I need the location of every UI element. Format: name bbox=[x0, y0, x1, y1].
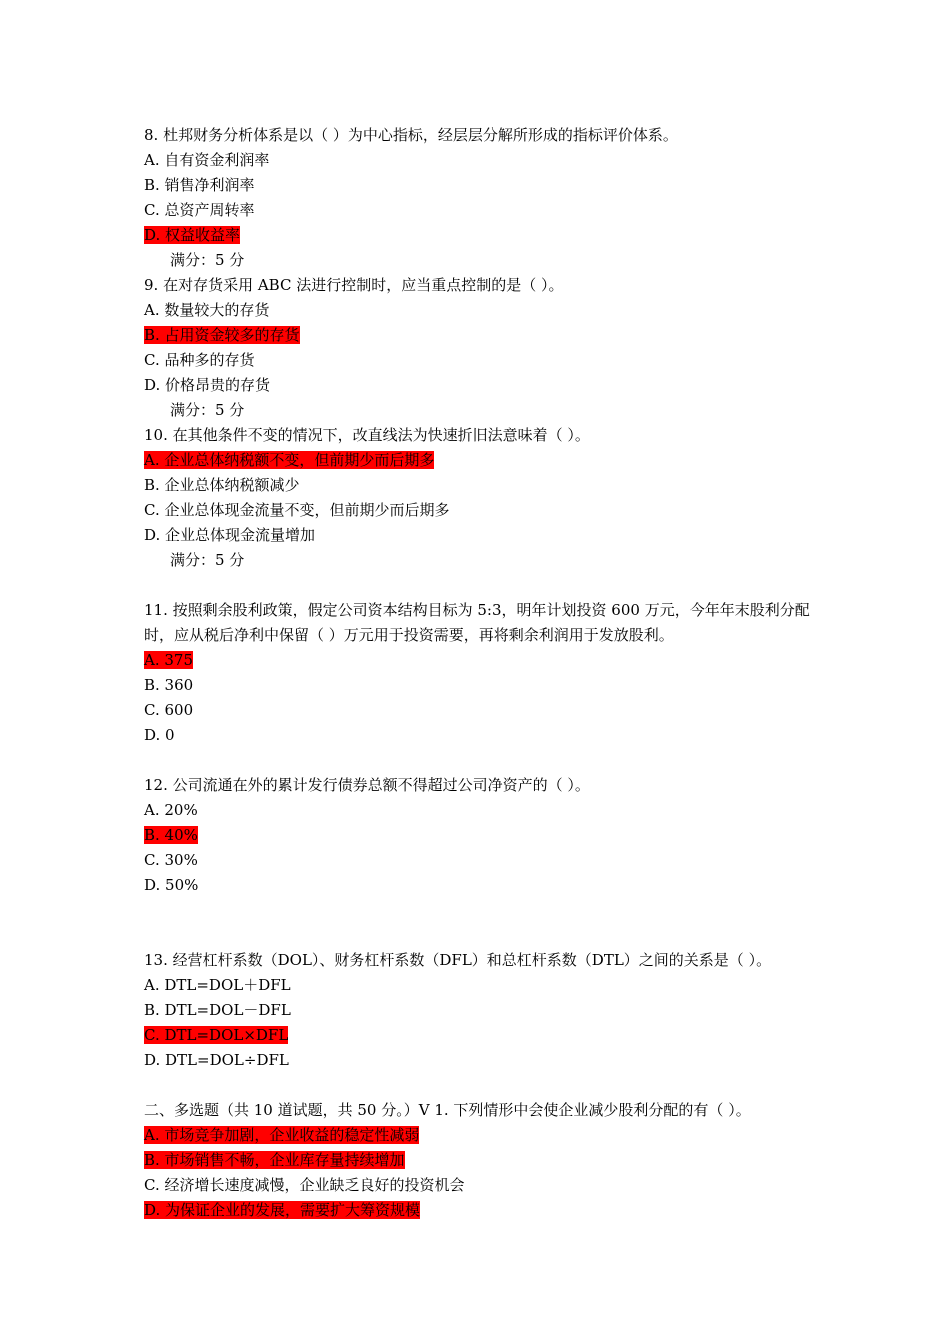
question-stem: 11. 按照剩余股利政策，假定公司资本结构目标为 5:3，明年计划投资 600 万元，今年年末股利分配时，应从税后净利中保留（ ）万元用于投资需要，再将剩余利润用于发放股利。 bbox=[144, 601, 810, 644]
option-d-answer bbox=[144, 223, 824, 248]
option-b-answer bbox=[144, 1148, 824, 1173]
answer-highlight: B. 40% bbox=[144, 826, 198, 844]
score-label: 满分：5 分 bbox=[170, 401, 245, 419]
option-c: C. 600 bbox=[144, 701, 194, 719]
score-label: 满分：5 分 bbox=[170, 251, 245, 269]
document-body bbox=[144, 123, 824, 1223]
option-b-answer bbox=[144, 323, 824, 348]
question-stem: 12. 公司流通在外的累计发行债券总额不得超过公司净资产的（ ）。 bbox=[144, 776, 590, 794]
answer-highlight: D. 权益收益率 bbox=[144, 226, 241, 244]
question-stem: 10. 在其他条件不变的情况下，改直线法为快速折旧法意味着（ ）。 bbox=[144, 426, 590, 444]
option-a: A. 数量较大的存货 bbox=[144, 301, 270, 319]
option-b: B. 销售净利润率 bbox=[144, 176, 255, 194]
spacer bbox=[144, 748, 824, 773]
option-b: B. DTL=DOL－DFL bbox=[144, 1001, 291, 1019]
question-stem: 9. 在对存货采用 ABC 法进行控制时，应当重点控制的是（ ）。 bbox=[144, 276, 564, 294]
option-d-answer bbox=[144, 1198, 824, 1223]
option-b: B. 360 bbox=[144, 676, 194, 694]
option-a: A. 自有资金利润率 bbox=[144, 151, 270, 169]
option-c: C. 品种多的存货 bbox=[144, 351, 255, 369]
option-a: A. 20% bbox=[144, 801, 198, 819]
spacer bbox=[144, 1073, 824, 1098]
option-d: D. 价格昂贵的存货 bbox=[144, 376, 271, 394]
answer-highlight: A. 市场竞争加剧，企业收益的稳定性减弱 bbox=[144, 1126, 420, 1144]
option-b: B. 企业总体纳税额减少 bbox=[144, 476, 300, 494]
section-question-stem: 二、多选题（共 10 道试题，共 50 分。）V 1. 下列情形中会使企业减少股利分配的有（ ）。 bbox=[144, 1101, 751, 1119]
answer-highlight: A. 企业总体纳税额不变，但前期少而后期多 bbox=[144, 451, 435, 469]
spacer bbox=[144, 573, 824, 598]
question-stem: 13. 经营杠杆系数（DOL）、财务杠杆系数（DFL）和总杠杆系数（DTL）之间的关系是（ ）。 bbox=[144, 951, 772, 969]
score-label: 满分：5 分 bbox=[170, 551, 245, 569]
option-d: D. 企业总体现金流量增加 bbox=[144, 526, 316, 544]
answer-highlight: B. 市场销售不畅，企业库存量持续增加 bbox=[144, 1151, 405, 1169]
option-d: D. DTL=DOL÷DFL bbox=[144, 1051, 289, 1069]
option-c: C. 总资产周转率 bbox=[144, 201, 255, 219]
option-d: D. 50% bbox=[144, 876, 199, 894]
question-stem: 8. 杜邦财务分析体系是以（ ）为中心指标，经层层分解所形成的指标评价体系。 bbox=[144, 126, 678, 144]
option-c: C. 30% bbox=[144, 851, 198, 869]
option-c: C. 企业总体现金流量不变，但前期少而后期多 bbox=[144, 501, 450, 519]
option-a-answer bbox=[144, 1123, 824, 1148]
answer-highlight: A. 375 bbox=[144, 651, 193, 669]
option-c: C. 经济增长速度减慢，企业缺乏良好的投资机会 bbox=[144, 1176, 465, 1194]
option-a-answer bbox=[144, 648, 824, 673]
option-d: D. 0 bbox=[144, 726, 175, 744]
option-c-answer bbox=[144, 1023, 824, 1048]
option-a-answer bbox=[144, 448, 824, 473]
spacer bbox=[144, 898, 824, 948]
answer-highlight: B. 占用资金较多的存货 bbox=[144, 326, 300, 344]
answer-highlight: D. 为保证企业的发展，需要扩大筹资规模 bbox=[144, 1201, 421, 1219]
option-a: A. DTL=DOL＋DFL bbox=[144, 976, 291, 994]
option-b-answer bbox=[144, 823, 824, 848]
answer-highlight: C. DTL=DOL×DFL bbox=[144, 1026, 289, 1044]
